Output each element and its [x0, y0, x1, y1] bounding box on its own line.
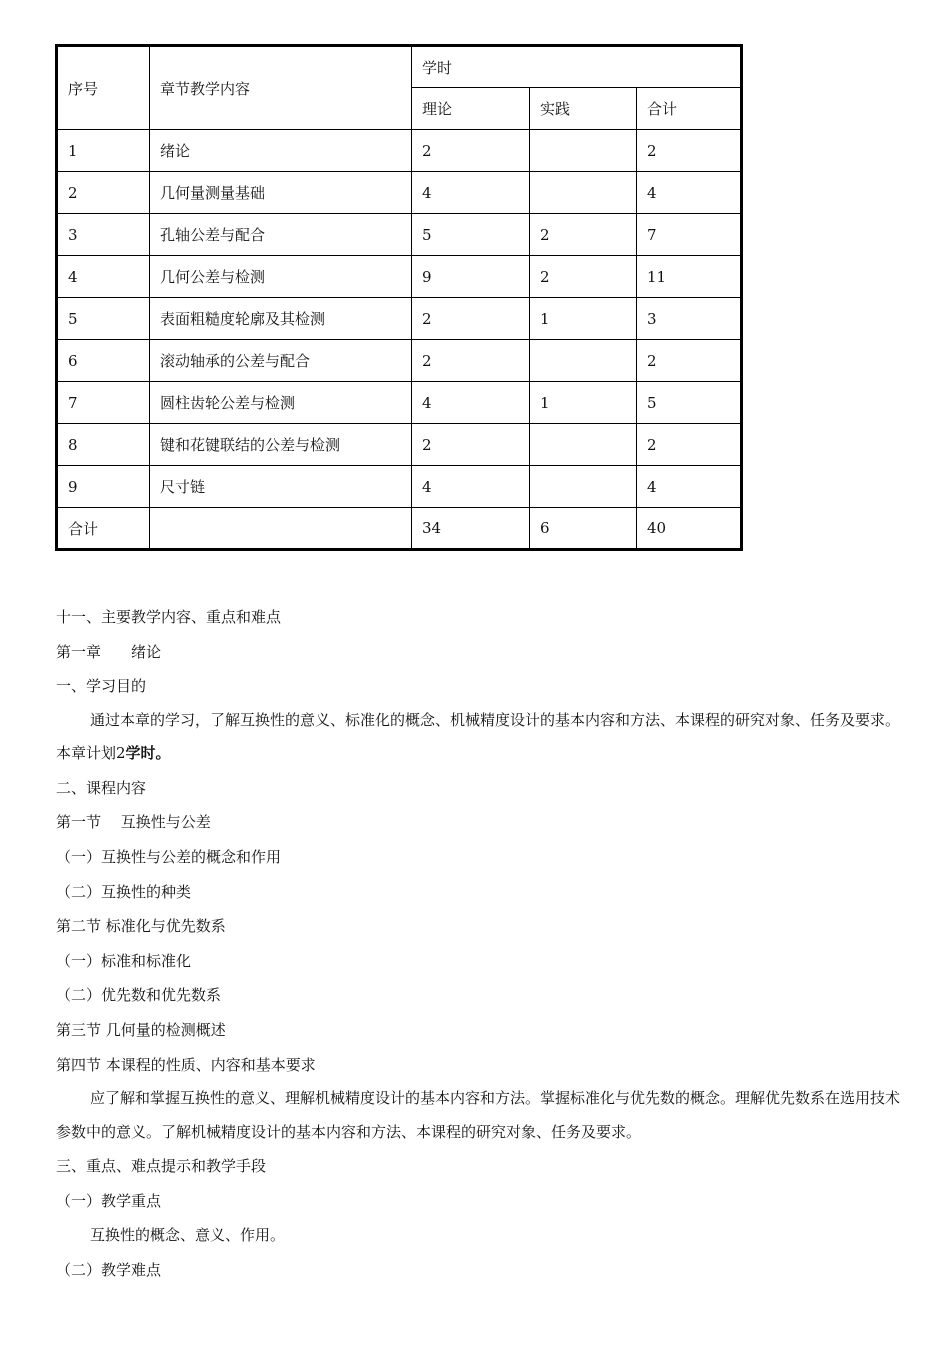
table-row — [57, 466, 742, 508]
section-4-paragraph: 应了解和掌握互换性的意义、理解机械精度设计的基本内容和方法。掌握标准化与优先数的概念。理解优先数系在选用技术参数中的意义。了解机械精度设计的基本内容和方法、本课程的研究对象、任务及要求。 — [56, 1089, 901, 1141]
cell-theory: 2 — [412, 298, 530, 340]
key-point-item-1: （一）教学重点 — [56, 1191, 162, 1210]
cell-practice — [530, 172, 637, 214]
table-row — [57, 382, 742, 424]
cell-content: 孔轴公差与配合 — [150, 214, 412, 256]
goal-heading: 一、学习目的 — [56, 677, 147, 696]
table-row — [57, 256, 742, 298]
cell-content: 几何公差与检测 — [150, 256, 412, 298]
key-points-heading: 三、重点、难点提示和教学手段 — [56, 1157, 267, 1176]
cell-index: 7 — [57, 382, 150, 424]
header-total: 合计 — [637, 88, 742, 130]
cell-content: 尺寸链 — [150, 466, 412, 508]
header-theory: 理论 — [412, 88, 530, 130]
header-content: 章节教学内容 — [150, 46, 412, 130]
cell-total: 40 — [637, 508, 742, 550]
cell-theory: 9 — [412, 256, 530, 298]
cell-index: 1 — [57, 130, 150, 172]
key-point-item-2: （二）教学难点 — [56, 1260, 162, 1279]
cell-practice — [530, 424, 637, 466]
cell-theory: 5 — [412, 214, 530, 256]
cell-practice — [530, 130, 637, 172]
section-4-title: 第四节 本课程的性质、内容和基本要求 — [56, 1055, 316, 1074]
cell-total: 5 — [637, 382, 742, 424]
table-row — [57, 508, 742, 550]
cell-index: 5 — [57, 298, 150, 340]
key-point-item-1-text: 互换性的概念、意义、作用。 — [90, 1226, 286, 1245]
header-practice: 实践 — [530, 88, 637, 130]
cell-index: 合计 — [57, 508, 150, 550]
chapter-title: 第一章 绪论 — [56, 642, 162, 661]
cell-index: 6 — [57, 340, 150, 382]
cell-total: 4 — [637, 466, 742, 508]
cell-practice — [530, 340, 637, 382]
cell-theory: 2 — [412, 130, 530, 172]
header-index: 序号 — [57, 46, 150, 130]
cell-total: 7 — [637, 214, 742, 256]
table-row — [57, 214, 742, 256]
goal-paragraph — [56, 704, 906, 771]
cell-total: 11 — [637, 256, 742, 298]
table-body — [57, 130, 742, 550]
cell-total: 4 — [637, 172, 742, 214]
cell-index: 3 — [57, 214, 150, 256]
cell-content: 几何量测量基础 — [150, 172, 412, 214]
table-header-row — [57, 46, 742, 88]
cell-practice: 1 — [530, 382, 637, 424]
cell-total: 2 — [637, 130, 742, 172]
document-body — [56, 600, 906, 1288]
cell-total: 2 — [637, 340, 742, 382]
cell-practice: 2 — [530, 256, 637, 298]
teaching-hours-table — [55, 44, 743, 551]
section-1-item-2: （二）互换性的种类 — [56, 882, 192, 901]
section-1-item-1: （一）互换性与公差的概念和作用 — [56, 847, 282, 866]
section-title: 十一、主要教学内容、重点和难点 — [56, 608, 282, 626]
section-2-item-1: （一）标准和标准化 — [56, 951, 192, 970]
table-row — [57, 172, 742, 214]
cell-practice: 1 — [530, 298, 637, 340]
cell-content: 圆柱齿轮公差与检测 — [150, 382, 412, 424]
cell-index: 4 — [57, 256, 150, 298]
cell-content: 绪论 — [150, 130, 412, 172]
cell-content — [150, 508, 412, 550]
table-row — [57, 340, 742, 382]
cell-theory: 4 — [412, 466, 530, 508]
goal-text: 通过本章的学习，了解互换性的意义、标准化的概念、机械精度设计的基本内容和方法、本课程的研究对象、任务及要求。 本章计划2 — [56, 710, 901, 763]
cell-total: 3 — [637, 298, 742, 340]
cell-index: 8 — [57, 424, 150, 466]
cell-content: 表面粗糙度轮廓及其检测 — [150, 298, 412, 340]
cell-practice — [530, 466, 637, 508]
cell-theory: 34 — [412, 508, 530, 550]
content-heading: 二、课程内容 — [56, 778, 147, 797]
cell-theory: 4 — [412, 382, 530, 424]
cell-theory: 4 — [412, 172, 530, 214]
cell-content: 滚动轴承的公差与配合 — [150, 340, 412, 382]
cell-practice: 6 — [530, 508, 637, 550]
cell-content: 键和花键联结的公差与检测 — [150, 424, 412, 466]
cell-practice: 2 — [530, 214, 637, 256]
section-3-title: 第三节 几何量的检测概述 — [56, 1020, 226, 1039]
section-2-title: 第二节 标准化与优先数系 — [56, 917, 226, 936]
section-1-title: 第一节 互换性与公差 — [56, 813, 211, 832]
cell-index: 2 — [57, 172, 150, 214]
cell-theory: 2 — [412, 424, 530, 466]
cell-index: 9 — [57, 466, 150, 508]
table-row — [57, 298, 742, 340]
cell-theory: 2 — [412, 340, 530, 382]
goal-text-bold: 学时。 — [125, 744, 171, 763]
section-2-item-2: （二）优先数和优先数系 — [56, 986, 222, 1005]
cell-total: 2 — [637, 424, 742, 466]
table-row — [57, 424, 742, 466]
header-hours: 学时 — [412, 46, 742, 88]
table-row — [57, 130, 742, 172]
